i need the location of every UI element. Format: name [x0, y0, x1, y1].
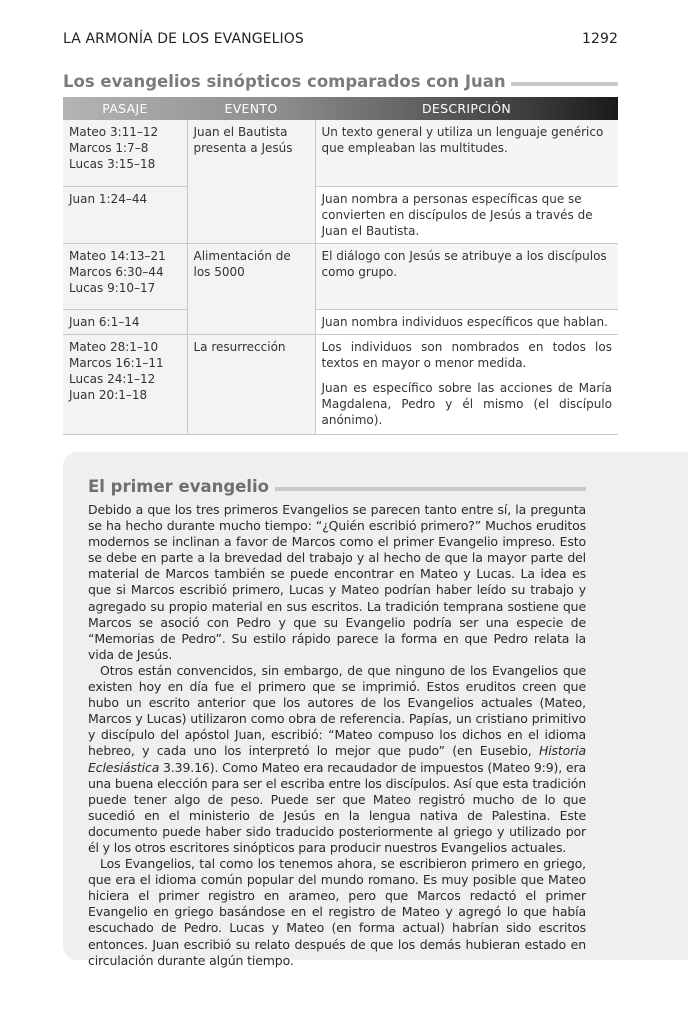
comparison-table	[63, 97, 618, 435]
text-segment: Debido a que los tres primeros Evangelios se parecen tanto entre sí, la pregunta se ha hecho durante mucho tiempo: “¿Quién escribió primero?” Muchos eruditos modernos se inclinan a favor de Marcos como el primer Evangelio impreso. Esto se debe en parte a la brevedad del trabajo y al hecho de que la mayor parte del material de Marcos también se puede encontrar en Mateo y Lucas. La idea es que si Marcos escribió primero, Lucas y Mateo podrían haber leído su trabajo y agregado su propio material en sus escritos. La tradición temprana sostiene que Marcos se asoció con Pedro y que su Evangelio podría ser una especie de “Memorias de Pedro”. Su estilo rápido parece la forma en que Pedro relata la vida de Jesús.	[88, 502, 586, 662]
event-cell: Juan el Bautista presenta a Jesús	[187, 120, 315, 243]
column-header-event: EVENTO	[224, 100, 278, 116]
passage-ref: Juan 20:1–18	[69, 387, 148, 402]
text-segment: Otros están convencidos, sin embargo, de que ninguno de los Evangelios que existen hoy en día fue el primero que se imprimió. Estos eruditos creen que hubo un escrito anterior que los autores de los Evangelios actuales (Mateo, Marcos y Lucas) utilizaron como obra de referencia. Papías, un cristiano primitivo y discípulo del apóstol Juan, escribió: “Mateo compuso los dichos en el idioma hebreo, y cada uno los interpretó lo mejor que pudo” (en Eusebio,	[88, 662, 586, 759]
body-paragraph	[88, 502, 586, 663]
passage-cell	[63, 186, 187, 243]
description-text: Un texto general y utiliza un lenguaje genérico que empleaban las multitudes.	[321, 125, 604, 155]
body-paragraph	[88, 856, 586, 969]
description-cell	[315, 186, 618, 243]
column-header-passage: PASAJE	[102, 100, 148, 116]
description-text: El diálogo con Jesús se atribuye a los discípulos como grupo.	[321, 248, 607, 279]
column-header-description: DESCRIPCIÓN	[422, 100, 511, 116]
description-text: Juan es específico sobre las acciones de María Magdalena, Pedro y él mismo (el discípulo anónimo).	[321, 380, 612, 427]
description-cell	[315, 120, 618, 186]
comparison-title: Los evangelios sinópticos comparados con Juan	[63, 72, 506, 91]
passage-ref: Marcos 6:30–44	[69, 264, 164, 279]
book-citation: Historia Eclesiástica	[88, 743, 586, 775]
body-paragraph	[88, 663, 586, 856]
table-row	[63, 334, 618, 434]
table-row	[63, 309, 618, 334]
passage-cell	[63, 309, 187, 334]
passage-ref: Lucas 3:15–18	[69, 157, 156, 171]
passage-ref: Mateo 14:13–21	[69, 248, 166, 263]
comparison-heading	[63, 72, 618, 91]
description-text: Los individuos son nombrados en todos los textos en mayor o menor medida.	[321, 339, 612, 370]
sidebar-title: El primer evangelio	[88, 477, 270, 496]
book-title: LA ARMONÍA DE LOS EVANGELIOS	[63, 31, 304, 47]
table-row	[63, 186, 618, 243]
description-cell	[315, 334, 618, 434]
passage-cell	[63, 120, 187, 186]
passage-ref: Juan 1:24–44	[69, 191, 148, 206]
table-row	[63, 120, 618, 186]
text-segment: 3.39.16). Como Mateo era recaudador de impuestos (Mateo 9:9), era una buena elección para ser el escriba entre los discípulos. Así que esta tradición puede tener algo de peso. Puede ser que Mateo registró mucho de lo que sucedió en el ministerio de Jesús en la lengua nativa de Palestina. Este documento puede haber sido traducido posteriormente al griego y utilizado por él y los otros escritores sinópticos para producir nuestros Evangelios actuales.	[88, 759, 586, 855]
sidebar-body	[88, 502, 586, 969]
running-head	[63, 31, 618, 47]
text-segment: Los Evangelios, tal como los tenemos ahora, se escribieron primero en griego, que era el idioma común popular del mundo romano. Es muy posible que Mateo hiciera el primer registro en arameo, pero que Marcos redactó el primer Evangelio en griego basándose en el registro de Mateo y agregó lo que había escuchado de Pedro. Lucas y Mateo (en forma actual) habrían sido escritos entonces. Juan escribió su relato después de que los demás hubieran estado en circulación durante algún tiempo.	[88, 856, 586, 968]
description-cell	[315, 243, 618, 309]
passage-ref: Lucas 24:1–12	[69, 371, 156, 386]
passage-ref: Marcos 16:1–11	[69, 355, 164, 370]
passage-cell	[63, 334, 187, 434]
passage-ref: Juan 6:1–14	[69, 314, 140, 329]
passage-ref: Mateo 28:1–10	[69, 339, 159, 354]
page-number: 1292	[581, 31, 618, 47]
description-text: Juan nombra a personas específicas que se convierten en discípulos de Jesús a través de Juan el Bautista.	[321, 191, 593, 238]
passage-cell	[63, 243, 187, 309]
table-header-row	[63, 97, 618, 120]
event-cell: La resurrección	[187, 334, 315, 434]
heading-rule	[275, 487, 586, 491]
sidebar-heading	[88, 477, 586, 496]
passage-ref: Marcos 1:7–8	[69, 141, 149, 155]
heading-rule	[511, 82, 618, 86]
description-text: Juan nombra individuos específicos que hablan.	[321, 314, 608, 329]
description-cell	[315, 309, 618, 334]
table-row	[63, 243, 618, 309]
passage-ref: Mateo 3:11–12	[69, 125, 159, 139]
passage-ref: Lucas 9:10–17	[69, 280, 156, 295]
event-cell: Alimentación de los 5000	[187, 243, 315, 334]
